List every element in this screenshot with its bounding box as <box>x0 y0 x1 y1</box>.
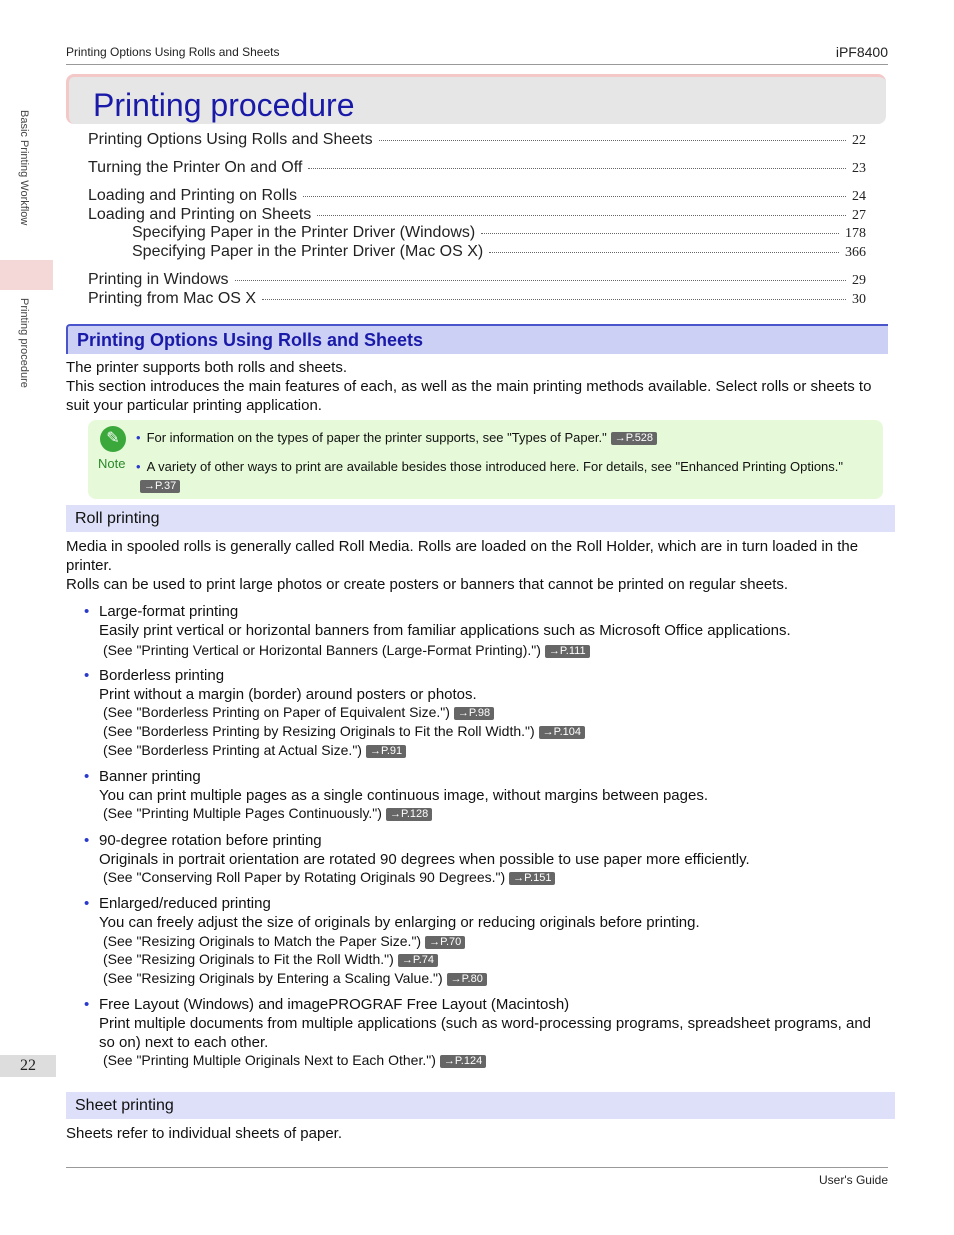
bullet-icon: • <box>84 603 90 620</box>
page-ref-link[interactable]: →P.37 <box>140 480 180 493</box>
toc-page: 24 <box>852 189 866 204</box>
running-header-title: Printing Options Using Rolls and Sheets <box>66 45 280 59</box>
reference-line <box>103 868 555 887</box>
reference-text: (See "Borderless Printing at Actual Size.") <box>103 742 362 758</box>
page-ref-link[interactable]: →P.151 <box>509 872 555 885</box>
note-item <box>136 428 863 447</box>
reference-text: (See "Borderless Printing on Paper of Equivalent Size.") <box>103 704 450 720</box>
toc-label: Loading and Printing on Sheets <box>88 206 312 223</box>
page-ref-link[interactable]: →P.128 <box>386 808 432 821</box>
roll-paragraph: Media in spooled rolls is generally called Roll Media. Rolls are loaded on the Roll Holder, which are in turn loaded in the printer. <box>66 538 859 574</box>
page-ref-link[interactable]: →P.74 <box>398 954 438 967</box>
toc-page: 27 <box>852 208 866 223</box>
list-item <box>84 894 888 994</box>
list-item-body: Originals in portrait orientation are rotated 90 degrees when possible to use paper more efficiently. <box>99 851 750 868</box>
subheading-title: Roll printing <box>75 510 160 527</box>
toc-page: 30 <box>852 292 866 307</box>
bullet-icon: • <box>84 996 90 1013</box>
toc-label: Printing Options Using Rolls and Sheets <box>88 131 373 148</box>
page-title: Printing procedure <box>93 87 355 123</box>
pencil-icon: ✎ <box>100 426 126 452</box>
bullet-icon: • <box>136 430 141 445</box>
toc-page: 23 <box>852 161 866 176</box>
toc-entry[interactable] <box>88 187 866 205</box>
reference-text: (See "Resizing Originals to Match the Paper Size.") <box>103 933 422 949</box>
toc-label: Specifying Paper in the Printer Driver (Windows) <box>132 224 476 241</box>
toc-label: Printing from Mac OS X <box>88 290 257 307</box>
reference-text: (See "Resizing Originals to Fit the Roll Width.") <box>103 951 394 967</box>
section-heading <box>66 324 888 354</box>
running-header-model: iPF8400 <box>835 44 888 60</box>
footer-guide-label: User's Guide <box>819 1173 888 1187</box>
intro-paragraph: The printer supports both rolls and sheets. <box>66 359 347 376</box>
page-number: 22 <box>0 1055 56 1077</box>
list-item <box>84 767 888 827</box>
list-item <box>84 666 888 766</box>
list-item-body: Easily print vertical or horizontal banners from familiar applications such as Microsoft Office applications. <box>99 622 791 639</box>
reference-line <box>103 932 465 951</box>
toc-page: 29 <box>852 273 866 288</box>
toc-page: 178 <box>845 226 866 241</box>
list-item <box>84 602 888 662</box>
reference-line <box>103 641 590 660</box>
reference-line <box>103 722 585 741</box>
note-box <box>88 420 883 499</box>
toc-leader <box>481 233 839 234</box>
reference-text: (See "Printing Multiple Pages Continuously.") <box>103 805 382 821</box>
toc-label: Loading and Printing on Rolls <box>88 187 298 204</box>
roll-printing-heading <box>66 505 895 532</box>
list-item-title: Large-format printing <box>99 603 239 620</box>
subheading-title: Sheet printing <box>75 1097 174 1114</box>
reference-line <box>103 950 438 969</box>
toc-label: Specifying Paper in the Printer Driver (Mac OS X) <box>132 243 484 260</box>
toc-leader <box>235 280 847 281</box>
list-item-body: You can freely adjust the size of originals by enlarging or reducing originals before printing. <box>99 914 700 931</box>
reference-line <box>103 804 432 823</box>
intro-paragraph: This section introduces the main features of each, as well as the main printing methods available. Select rolls or sheets to suit your particular printing application. <box>66 378 872 414</box>
toc-label: Turning the Printer On and Off <box>88 159 303 176</box>
list-item <box>84 831 888 891</box>
toc-page: 22 <box>852 133 866 148</box>
toc-label: Printing in Windows <box>88 271 229 288</box>
roll-paragraph: Rolls can be used to print large photos or create posters or banners that cannot be printed on regular sheets. <box>66 576 789 593</box>
reference-text: (See "Printing Vertical or Horizontal Banners (Large-Format Printing).") <box>103 642 541 658</box>
reference-line <box>103 741 406 760</box>
list-item-title: Enlarged/reduced printing <box>99 895 271 912</box>
list-item-title: Banner printing <box>99 768 201 785</box>
bullet-icon: • <box>84 832 90 849</box>
sheet-paragraph: Sheets refer to individual sheets of paper. <box>66 1125 343 1142</box>
bullet-icon: • <box>136 459 141 474</box>
list-item-title: 90-degree rotation before printing <box>99 832 322 849</box>
toc-page: 366 <box>845 245 866 260</box>
sidebar-section-label: Printing procedure <box>18 298 30 388</box>
sidebar-chapter-label: Basic Printing Workflow <box>18 110 30 226</box>
footer-rule <box>66 1167 888 1168</box>
bullet-icon: • <box>84 895 90 912</box>
reference-line <box>103 703 494 722</box>
page-ref-link[interactable]: →P.124 <box>440 1055 486 1068</box>
list-item-title: Borderless printing <box>99 667 225 684</box>
toc-entry[interactable] <box>88 290 866 308</box>
bullet-icon: • <box>84 667 90 684</box>
note-item <box>136 457 853 495</box>
list-item-body: Print multiple documents from multiple applications (such as word-processing programs, spreadsheet programs, and so on) next to each other. <box>99 1015 872 1051</box>
bullet-icon: • <box>84 768 90 785</box>
note-label: Note <box>98 456 126 471</box>
section-title: Printing Options Using Rolls and Sheets <box>77 330 424 350</box>
page-ref-link[interactable]: →P.70 <box>425 936 465 949</box>
list-item <box>84 995 888 1075</box>
toc-entry[interactable] <box>88 159 866 177</box>
toc-leader <box>489 252 839 253</box>
page-ref-link[interactable]: →P.111 <box>545 645 590 658</box>
toc-leader <box>308 168 846 169</box>
list-item-body: You can print multiple pages as a single continuous image, without margins between pages. <box>99 787 708 804</box>
header-rule <box>66 64 888 65</box>
toc-leader <box>303 196 846 197</box>
sidebar-current-band <box>0 260 53 290</box>
page-ref-link[interactable]: →P.98 <box>454 707 494 720</box>
note-text: For information on the types of paper the printer supports, see "Types of Paper." <box>146 430 607 445</box>
sidebar <box>0 0 56 1235</box>
toc-leader <box>317 215 846 216</box>
page-ref-link[interactable]: →P.91 <box>366 745 406 758</box>
list-item-title: Free Layout (Windows) and imagePROGRAF Free Layout (Macintosh) <box>99 996 570 1013</box>
list-item-body: Print without a margin (border) around posters or photos. <box>99 686 477 703</box>
sheet-printing-heading <box>66 1092 895 1119</box>
reference-text: (See "Borderless Printing by Resizing Originals to Fit the Roll Width.") <box>103 723 535 739</box>
toc-entry[interactable] <box>88 271 866 289</box>
toc-leader <box>379 140 846 141</box>
reference-text: (See "Printing Multiple Originals Next to Each Other.") <box>103 1052 436 1068</box>
toc-entry[interactable] <box>88 206 866 224</box>
toc-entry[interactable] <box>88 131 866 149</box>
toc-subentry[interactable] <box>132 243 866 261</box>
note-text: A variety of other ways to print are available besides those introduced here. For details, see "Enhanced Printing Options." <box>146 459 844 474</box>
reference-line <box>103 969 487 988</box>
page-ref-link[interactable]: →P.528 <box>611 432 657 445</box>
reference-text: (See "Resizing Originals by Entering a Scaling Value.") <box>103 970 443 986</box>
toc-subentry[interactable] <box>132 224 866 242</box>
reference-text: (See "Conserving Roll Paper by Rotating Originals 90 Degrees.") <box>103 869 506 885</box>
title-box <box>66 74 886 124</box>
page-ref-link[interactable]: →P.80 <box>447 973 487 986</box>
reference-line <box>103 1051 486 1070</box>
page-ref-link[interactable]: →P.104 <box>539 726 585 739</box>
toc-leader <box>262 299 846 300</box>
